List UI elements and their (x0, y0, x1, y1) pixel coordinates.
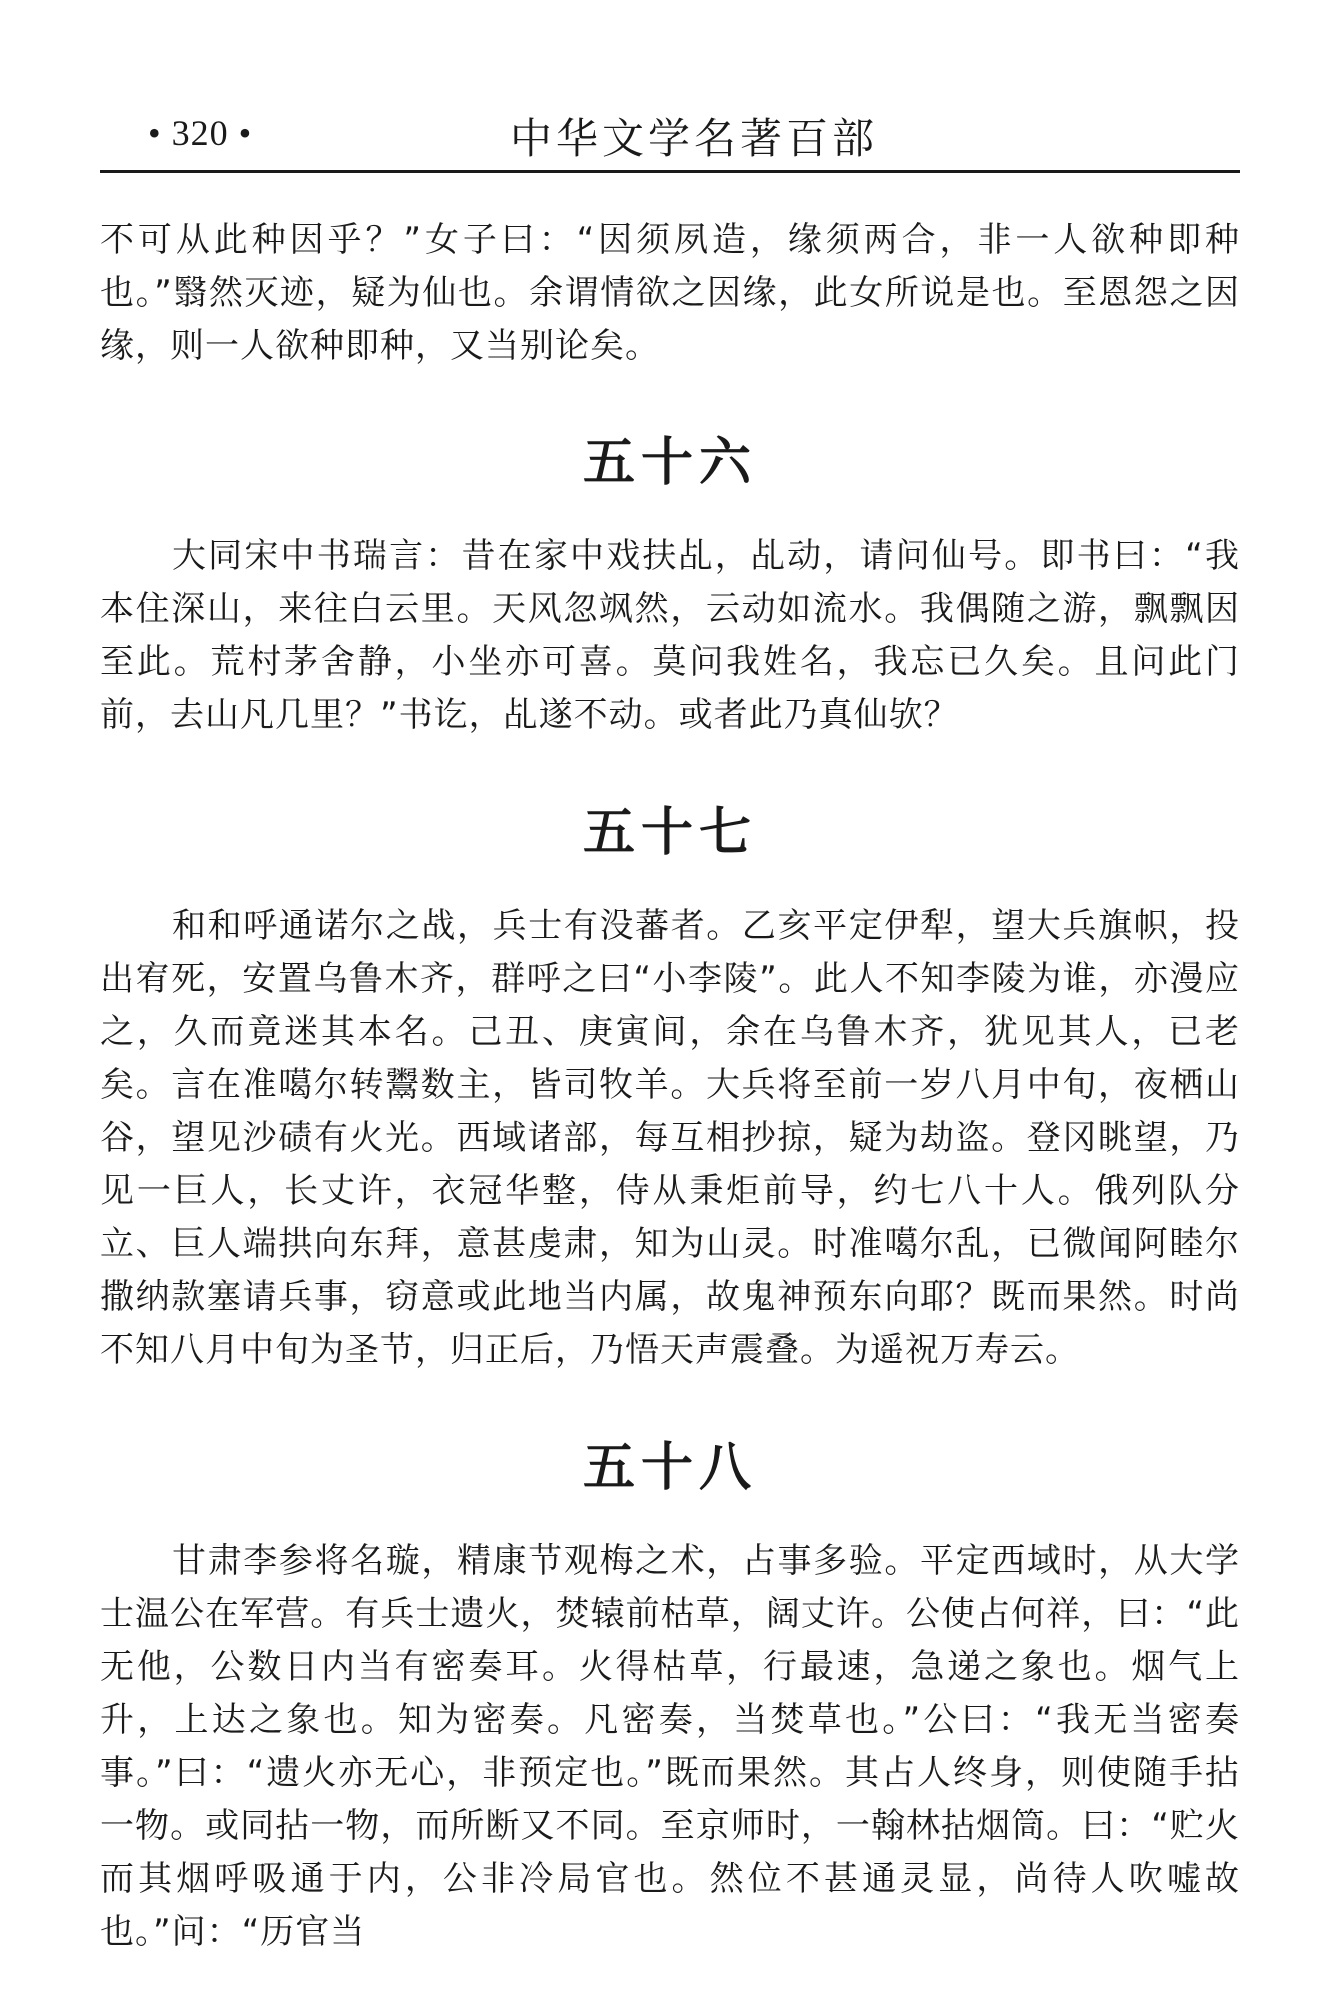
section-paragraph-56: 大同宋中书瑞言：昔在家中戏扶乩，乩动，请问仙号。即书曰：“我本住深山，来往白云里。天风忽飒然，云动如流水。我偶随之游，飘飘因至此。荒村茅舍静，小坐亦可喜。莫问我姓名，我忘已久矣。且问此门前，去山凡几里？”书讫，乩遂不动。或者此乃真仙欤？ (100, 536, 1240, 735)
page-number: • 320 • (148, 113, 253, 153)
section-paragraph-58: 甘肃李参将名璇，精康节观梅之术，占事多验。平定西域时，从大学士温公在军营。有兵士遗火，焚辕前枯草，阔丈许。公使占何祥，曰：“此无他，公数日内当有密奏耳。火得枯草，行最速，急递之象也。烟气上升，上达之象也。知为密奏。凡密奏，当焚草也。”公曰：“我无当密奏事。”曰：“遗火亦无心，非预定也。”既而果然。其占人终身，则使随手拈一物。或同拈一物，而所断又不同。至京师时，一翰林拈烟筒。曰：“贮火而其烟呼吸通于内，公非冷局官也。然位不甚通灵显，尚待人吹嘘故也。”问：“历官当 (100, 1541, 1240, 1952)
section-heading-57: 五十七 (582, 803, 757, 863)
continued-paragraph: 不可从此种因乎？”女子曰：“因须夙造，缘须两合，非一人欲种即种也。”翳然灭迹，疑为仙也。余谓情欲之因缘，此女所说是也。至恩怨之因缘，则一人欲种即种，又当别论矣。 (100, 220, 1240, 366)
section-heading-56: 五十六 (582, 433, 757, 493)
book-page (100, 0, 1240, 1997)
section-paragraph-57: 和和呼通诺尔之战，兵士有没蕃者。乙亥平定伊犁，望大兵旗帜，投出宥死，安置乌鲁木齐，群呼之曰“小李陵”。此人不知李陵为谁，亦漫应之，久而竟迷其本名。己丑、庚寅间，余在乌鲁木齐，犹见其人，已老矣。言在准噶尔转鬻数主，皆司牧羊。大兵将至前一岁八月中旬，夜栖山谷，望见沙碛有火光。西域诸部，每互相抄掠，疑为劫盗。登冈眺望，乃见一巨人，长丈许，衣冠华整，侍从秉炬前导，约七八十人。俄列队分立、巨人端拱向东拜，意甚虔肃，知为山灵。时准噶尔乱，已微闻阿睦尔撒纳款塞请兵事，窃意或此地当内属，故鬼神预东向耶？既而果然。时尚不知八月中旬为圣节，归正后，乃悟天声震叠。为遥祝万寿云。 (100, 906, 1240, 1370)
page-header (100, 100, 1240, 173)
section-heading-58: 五十八 (582, 1438, 757, 1498)
book-title: 中华文学名著百部 (510, 114, 879, 163)
